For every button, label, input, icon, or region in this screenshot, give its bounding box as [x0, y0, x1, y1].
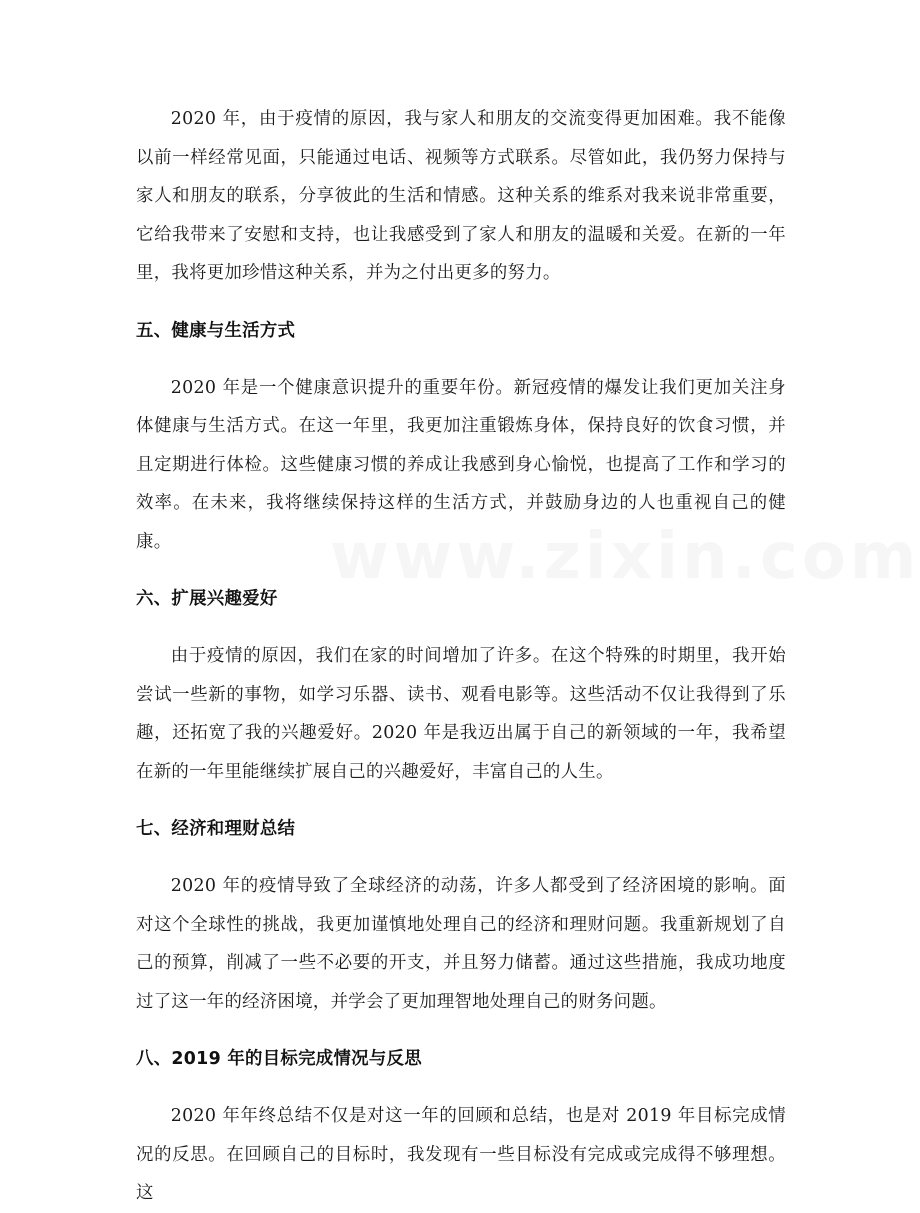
- section-heading-finance: 七、经济和理财总结: [136, 819, 296, 839]
- section-paragraph-hobbies: 由于疫情的原因，我们在家的时间增加了许多。在这个特殊的时期里，我开始尝试一些新的事物，如学习乐器、读书、观看电影等。这些活动不仅让我得到了乐趣，还拓宽了我的兴趣爱好。2020 年是我迈出属于自己的新领域的一年，我希望在新的一年里能继续扩展自己的兴趣爱好，丰富自己的人生。: [136, 646, 786, 782]
- document-body: [136, 100, 786, 1213]
- section-heading-goals-2019: 八、2019 年的目标完成情况与反思: [136, 1049, 422, 1069]
- section-heading-hobbies: 六、扩展兴趣爱好: [136, 589, 278, 609]
- section-paragraph-health: 2020 年是一个健康意识提升的重要年份。新冠疫情的爆发让我们更加关注身体健康与生活方式。在这一年里，我更加注重锻炼身体，保持良好的饮食习惯，并且定期进行体检。这些健康习惯的养成让我感到身心愉悦，也提高了工作和学习的效率。在未来，我将继续保持这样的生活方式，并鼓励身边的人也重视自己的健康。: [136, 377, 786, 552]
- section-heading-health: 五、健康与生活方式: [136, 320, 296, 341]
- intro-paragraph: 2020 年，由于疫情的原因，我与家人和朋友的交流变得更加困难。我不能像以前一样经常见面，只能通过电话、视频等方式联系。尽管如此，我仍努力保持与家人和朋友的联系，分享彼此的生活和情感。这种关系的维系对我来说非常重要，它给我带来了安慰和支持，也让我感受到了家人和朋友的温暖和关爱。在新的一年里，我将更加珍惜这种关系，并为之付出更多的努力。: [136, 109, 786, 283]
- section-paragraph-finance: 2020 年的疫情导致了全球经济的动荡，许多人都受到了经济困境的影响。面对这个全球性的挑战，我更加谨慎地处理自己的经济和理财问题。我重新规划了自己的预算，削减了一些不必要的开支，并且努力储蓄。通过这些措施，我成功地度过了这一年的经济困境，并学会了更加理智地处理自己的财务问题。: [136, 876, 786, 1012]
- section-paragraph-goals-2019: 2020 年年终总结不仅是对这一年的回顾和总结，也是对 2019 年目标完成情况的反思。在回顾自己的目标时，我发现有一些目标没有完成或完成得不够理想。这: [136, 1106, 786, 1203]
